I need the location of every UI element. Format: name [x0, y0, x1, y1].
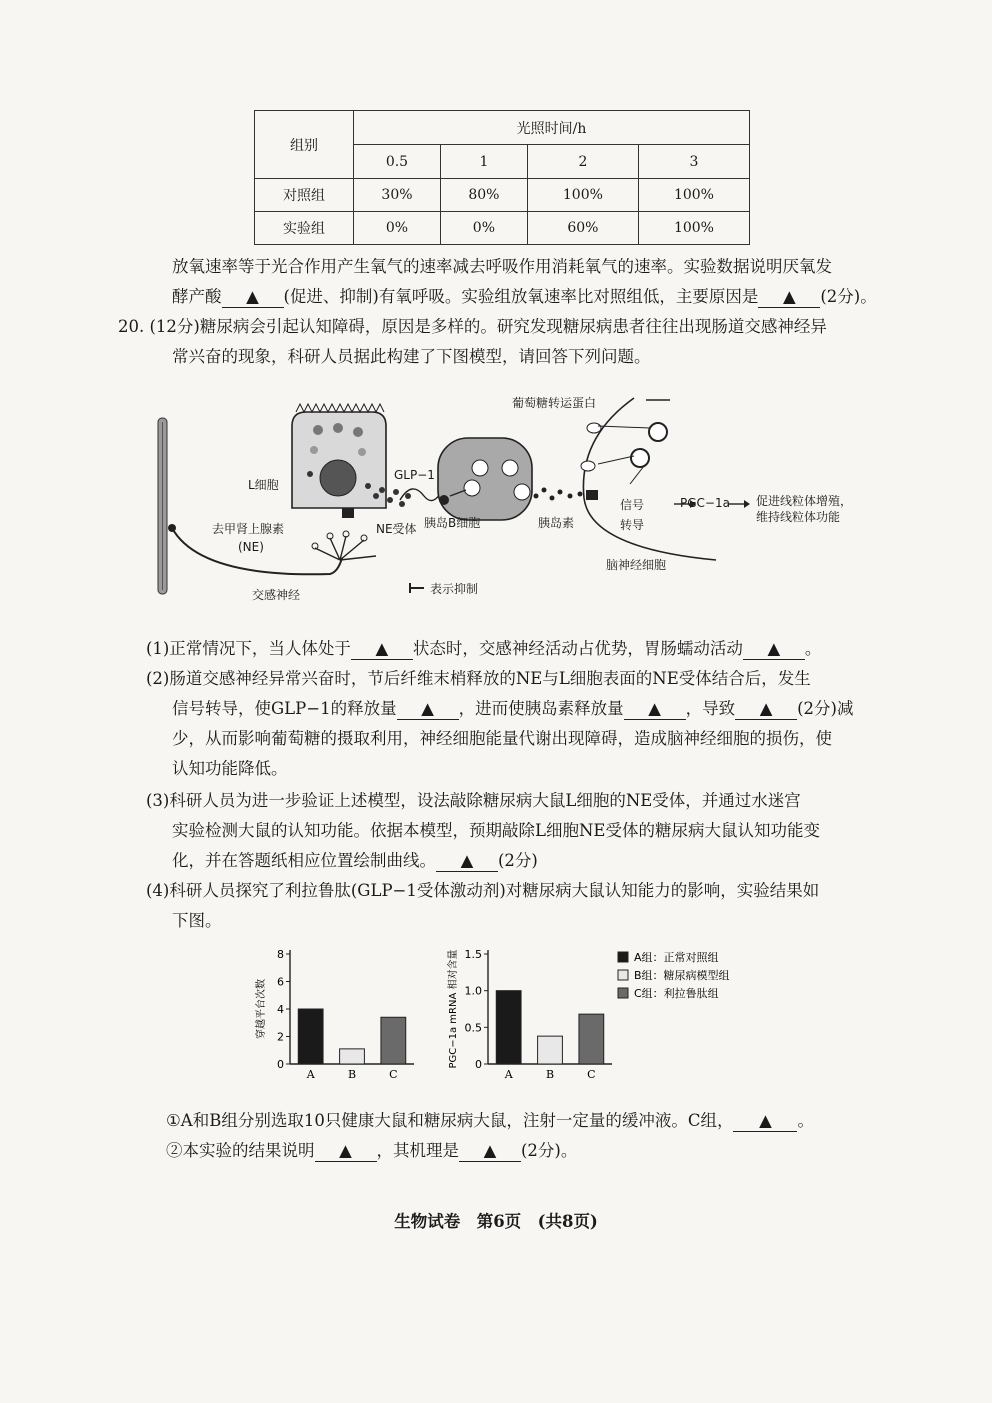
answer-blank: ▲: [624, 699, 686, 720]
table-cell: 100%: [638, 212, 749, 245]
x-tick-label: B: [545, 1068, 555, 1081]
table-cell: 100%: [527, 179, 638, 212]
bar: [298, 1009, 323, 1064]
y-tick-label: 8: [277, 948, 284, 961]
q19-line2: [172, 282, 877, 312]
answer-blank: ▲: [459, 1141, 521, 1162]
label-glucose-transporter: 葡萄糖转运蛋白: [512, 396, 597, 410]
label-pgc: PGC−1a: [680, 496, 730, 510]
answer-blank: ▲: [743, 639, 805, 660]
q-text: ①A和B组分别选取10只健康大鼠和糖尿病大鼠，注射一定量的缓冲液。C组，: [166, 1111, 734, 1130]
label-ne-full: 去甲肾上腺素: [212, 522, 285, 536]
bar: [381, 1017, 406, 1064]
label-glp1: GLP−1: [394, 468, 435, 482]
label-insulin: 胰岛素: [538, 516, 575, 530]
table-cell: 0%: [440, 212, 527, 245]
time-cell: 1: [440, 145, 527, 179]
legend-label: B组：糖尿病模型组: [634, 969, 730, 982]
q20-line2: 常兴奋的现象，科研人员据此构建了下图模型，请回答下列问题。: [172, 347, 651, 366]
subquestion-1: [166, 1106, 814, 1136]
header-time: 光照时间/h: [354, 111, 750, 145]
label-sympathetic: 交感神经: [252, 588, 301, 602]
label-islet-b: 胰岛B细胞: [424, 516, 481, 530]
y-tick-label: 6: [277, 975, 284, 989]
time-cell: 2: [527, 145, 638, 179]
y-tick-label: 0.5: [464, 1021, 482, 1035]
q-text: (2分)减: [797, 699, 854, 718]
results-charts: [250, 940, 770, 1090]
light-time-table: [254, 110, 750, 245]
q19-text: 酵产酸: [172, 287, 222, 306]
label-signal: 信号: [620, 498, 645, 512]
question-2-line4: 认知功能降低。: [172, 759, 288, 778]
row-name-control: 对照组: [255, 179, 354, 212]
table-cell: 30%: [354, 179, 441, 212]
label-transduction: 转导: [620, 518, 645, 532]
q-text: (2分)。: [521, 1141, 578, 1160]
y-tick-label: 2: [277, 1030, 284, 1044]
q-text: 信号转导，使GLP−1的释放量: [172, 699, 397, 718]
nucleus: [320, 460, 356, 496]
question-2-line3: 少，从而影响葡萄糖的摄取利用，神经细胞能量代谢出现障碍，造成脑神经细胞的损伤，使: [172, 729, 832, 748]
bar: [496, 991, 521, 1064]
question-4-line2: 下图。: [172, 911, 222, 930]
q-text: ，进而使胰岛素释放量: [458, 699, 624, 718]
x-tick-label: C: [587, 1068, 596, 1081]
legend-label: A组：正常对照组: [634, 951, 719, 964]
legend-label: C组：利拉鲁肽组: [634, 987, 719, 1000]
answer-blank: ▲: [351, 639, 413, 660]
q19-text: (2分)。: [820, 287, 877, 306]
q-text: 化，并在答题纸相应位置绘制曲线。: [172, 851, 436, 870]
q20-line1: 20. (12分)糖尿病会引起认知障碍，原因是多样的。研究发现糖尿病患者往往出现肠道交感神经异: [118, 317, 827, 336]
q-text: (1)正常情况下，当人体处于: [146, 639, 351, 658]
q-text: ，其机理是: [376, 1141, 459, 1160]
answer-blank: ▲: [315, 1141, 377, 1162]
legend-swatch: [618, 952, 628, 962]
label-effect2: 维持线粒体功能: [756, 510, 841, 524]
legend-swatch: [618, 988, 628, 998]
row-name-experiment: 实验组: [255, 212, 354, 245]
y-tick-label: 1.0: [464, 984, 482, 998]
subquestion-2: [166, 1136, 577, 1166]
time-cell: 0.5: [354, 145, 441, 179]
table-cell: 0%: [354, 212, 441, 245]
bar: [340, 1049, 365, 1064]
label-ne-receptor: NE受体: [376, 522, 417, 536]
x-tick-label: A: [504, 1068, 513, 1081]
question-4-line1: (4)科研人员探究了利拉鲁肽(GLP−1受体激动剂)对糖尿病大鼠认知能力的影响，实验结果如: [146, 881, 820, 900]
header-group: 组别: [255, 111, 354, 179]
x-tick-label: A: [306, 1068, 315, 1081]
chart-crossings: [254, 948, 414, 1081]
y-axis-label: 穿越平台次数: [256, 979, 267, 1039]
islet-b-cell: [438, 438, 532, 520]
question-2-line1: (2)肠道交感神经异常兴奋时，节后纤维末梢释放的NE与L细胞表面的NE受体结合后，发生: [146, 669, 811, 688]
legend-swatch: [618, 970, 628, 980]
page-footer: 生物试卷 第6页 (共8页): [394, 1212, 598, 1231]
q-text: 。: [797, 1111, 814, 1130]
table-cell: 100%: [638, 179, 749, 212]
y-tick-label: 0: [277, 1058, 284, 1071]
q-text: 状态时，交感神经活动占优势，胃肠蠕动活动: [412, 639, 743, 658]
question-3-line3: [172, 846, 538, 876]
x-tick-label: C: [389, 1068, 398, 1081]
y-tick-label: 4: [277, 1003, 284, 1016]
answer-blank: ▲: [758, 287, 820, 308]
bar: [579, 1014, 604, 1064]
answer-blank: ▲: [735, 699, 797, 720]
y-tick-label: 0: [475, 1058, 482, 1071]
brain-neuron-membrane: [583, 398, 716, 560]
bar: [538, 1036, 563, 1064]
table-cell: 80%: [440, 179, 527, 212]
q-text: 。: [804, 639, 822, 658]
label-effect1: 促进线粒体增殖，: [756, 494, 853, 508]
answer-blank: ▲: [436, 851, 498, 872]
label-brain-cell: 脑神经细胞: [606, 558, 667, 572]
question-2-line2: [172, 694, 853, 724]
time-cell: 3: [638, 145, 749, 179]
label-l-cell: L细胞: [248, 478, 279, 492]
q-text: ，导致: [685, 699, 736, 718]
question-3-line1: (3)科研人员为进一步验证上述模型，设法敲除糖尿病大鼠L细胞的NE受体，并通过水迷宫: [146, 791, 801, 810]
chart-legend: [618, 950, 730, 1000]
table-cell: 60%: [527, 212, 638, 245]
q19-line1: 放氧速率等于光合作用产生氧气的速率减去呼吸作用消耗氧气的速率。实验数据说明厌氧发: [172, 257, 832, 276]
q19-text: (促进、抑制)有氧呼吸。实验组放氧速率比对照组低，主要原因是: [283, 287, 759, 306]
answer-blank: ▲: [222, 287, 284, 308]
question-1: [146, 634, 821, 664]
q-text: ②本实验的结果说明: [166, 1141, 315, 1160]
answer-blank: ▲: [733, 1111, 797, 1132]
answer-blank: ▲: [397, 699, 459, 720]
label-ne: (NE): [238, 540, 264, 554]
x-tick-label: B: [347, 1068, 357, 1081]
question-3-line2: 实验检测大鼠的认知功能。依据本模型，预期敲除L细胞NE受体的糖尿病大鼠认知功能变: [172, 821, 820, 840]
q-text: (2分): [498, 851, 538, 870]
y-axis-label: PGC−1a mRNA 相对含量: [448, 949, 459, 1069]
chart-pgc-mrna: [446, 948, 612, 1081]
label-inhibit-legend: 表示抑制: [430, 582, 479, 596]
y-tick-label: 1.5: [464, 948, 482, 961]
